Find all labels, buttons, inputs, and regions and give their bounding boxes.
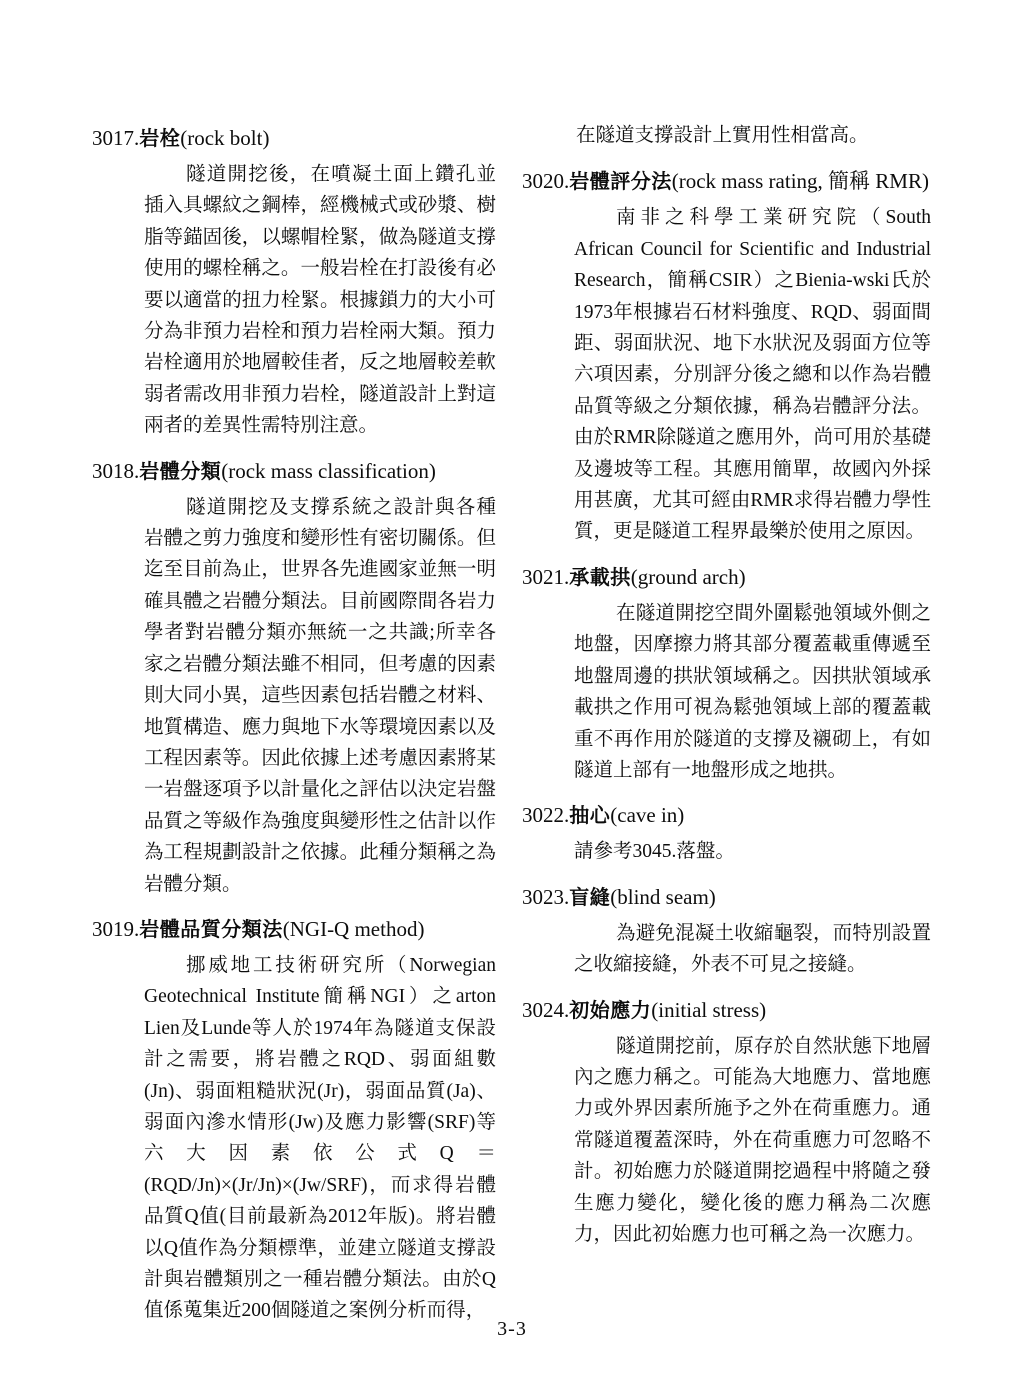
glossary-entry — [92, 911, 496, 1327]
right-column — [522, 120, 931, 1261]
term-name: 初始應力 — [569, 997, 652, 1022]
entry-heading — [92, 120, 496, 156]
entry-heading — [522, 992, 931, 1028]
glossary-entry — [92, 453, 496, 900]
term-number: 3017. — [92, 126, 140, 150]
term-number: 3024. — [522, 997, 570, 1022]
term-number: 3021. — [522, 564, 570, 589]
definition-paragraph: 隧道開挖後，在噴凝土面上鑽孔並插入具螺紋之鋼棒，經機械式或砂漿、樹脂等錨固後，以螺帽栓緊，做為隧道支撐使用的螺栓稱之。一般岩栓在打設後有必要以適當的扭力栓緊。根據鎖力的大小可分為非預力岩栓和預力岩栓兩大類。預力岩栓適用於地層較佳者，反之地層較差軟弱者需改用非預力岩栓，隧道設計上對這兩者的差異性需特別注意。 — [144, 164, 496, 437]
term-english: (rock bolt) — [180, 126, 270, 150]
term-english: (rock mass rating, 簡稱 RMR) — [671, 169, 929, 194]
term-name: 岩體分類 — [139, 458, 222, 483]
glossary-entry — [522, 879, 931, 981]
entry-heading — [92, 911, 496, 947]
term-number: 3018. — [92, 458, 140, 483]
definition-paragraph: 請參考3045.落盤。 — [574, 841, 735, 863]
entry-heading — [522, 559, 931, 595]
glossary-entry — [522, 163, 931, 547]
entry-heading — [522, 797, 931, 833]
term-number: 3019. — [92, 916, 140, 941]
term-english: (rock mass classification) — [221, 458, 436, 483]
term-number: 3020. — [522, 169, 570, 194]
term-number: 3022. — [522, 803, 570, 828]
definition-paragraph: 在隧道開挖空間外圍鬆弛領域外側之地盤，因摩擦力將其部分覆蓋載重傳遞至地盤周邊的拱狀領域稱之。因拱狀領域承載拱之作用可視為鬆弛領域上部的覆蓋載重不再作用於隧道的支撐及襯砌上，有如隧道上部有一地盤形成之地拱。 — [574, 602, 931, 781]
term-name: 岩栓 — [139, 126, 181, 150]
page-number: 3-3 — [497, 1318, 527, 1340]
definition-paragraph: 為避免混凝土收縮龜裂，而特別設置之收縮接縫，外表不可見之接縫。 — [574, 922, 931, 976]
entry-heading — [522, 163, 931, 199]
term-name: 岩體評分法 — [569, 169, 672, 194]
continuation-paragraph: 在隧道支撐設計上實用性相當高。 — [576, 125, 869, 146]
term-name: 盲縫 — [569, 884, 611, 909]
left-column — [92, 120, 496, 1338]
term-english: (cave in) — [610, 803, 685, 828]
definition-paragraph: 挪威地工技術研究所（Norwegian Geotechnical Institute簡稱NGI）之arton Lien及Lunde等人於1974年為隧道支保設計之需要，將岩體之RQD、弱面組數(Jn)、弱面粗糙狀況(Jr)，弱面品質(Ja)、弱面內滲水情形(Jw)及應力影響(SRF)等六大因素依公式Q＝(RQD/Jn)×(Jr/Jn)×(Jw/SRF)，而求得岩體品質Q值(目前最新為2012年版)。將岩體以Q值作為分類標準，並建立隧道支撐設計與岩體類別之一種岩體分類法。由於Q值係蒐集近200個隧道之案例分析而得， — [144, 954, 496, 1322]
glossary-entry — [522, 559, 931, 786]
entry-heading — [92, 453, 496, 489]
term-english: (initial stress) — [651, 997, 767, 1022]
definition-paragraph: 隧道開挖前，原存於自然狀態下地層內之應力稱之。可能為大地應力、當地應力或外界因素所施予之外在荷重應力。通常隧道覆蓋深時，外在荷重應力可忽略不計。初始應力於隧道開挖過程中將隨之發生應力變化，變化後的應力稱為二次應力，因此初始應力也可稱之為一次應力。 — [574, 1035, 931, 1245]
definition-paragraph: 隧道開挖及支撐系統之設計與各種岩體之剪力強度和變形性有密切關係。但迄至目前為止，世界各先進國家並無一明確具體之岩體分類法。目前國際間各岩力學者對岩體分類亦無統一之共識;所幸各家之岩體分類法雖不相同，但考慮的因素則大同小異，這些因素包括岩體之材料、地質構造、應力與地下水等環境因素以及工程因素等。因此依據上述考慮因素將某一岩盤逐項予以計量化之評估以決定岩盤品質之等級作為強度與變形性之估計以作為工程規劃設計之依據。此種分類稱之為岩體分類。 — [144, 496, 496, 895]
glossary-entry — [522, 992, 931, 1251]
term-english: (blind seam) — [610, 884, 716, 909]
glossary-entry — [522, 797, 931, 867]
entry-heading — [522, 879, 931, 915]
definition-paragraph: 南非之科學工業研究院（South African Council for Scientific and Industrial Research，簡稱CSIR）之Bienia-wski氏於1973年根據岩石材料強度、RQD、弱面間距、弱面狀況、地下水狀況及弱面方位等六項因素，分別評分後之總和以作為岩體品質等級之分類依據，稱為岩體評分法。由於RMR除隧道之應用外，尚可用於基礎及邊坡等工程。其應用簡單，故國內外採用甚廣，尤其可經由RMR求得岩體力學性質，更是隧道工程界最樂於使用之原因。 — [574, 207, 931, 543]
term-name: 岩體品質分類法 — [139, 916, 283, 941]
term-number: 3023. — [522, 884, 570, 909]
glossary-entry — [92, 120, 496, 442]
term-name: 承載拱 — [569, 564, 631, 589]
term-english: (NGI-Q method) — [282, 916, 425, 941]
term-name: 抽心 — [569, 803, 611, 828]
term-english: (ground arch) — [630, 564, 746, 589]
